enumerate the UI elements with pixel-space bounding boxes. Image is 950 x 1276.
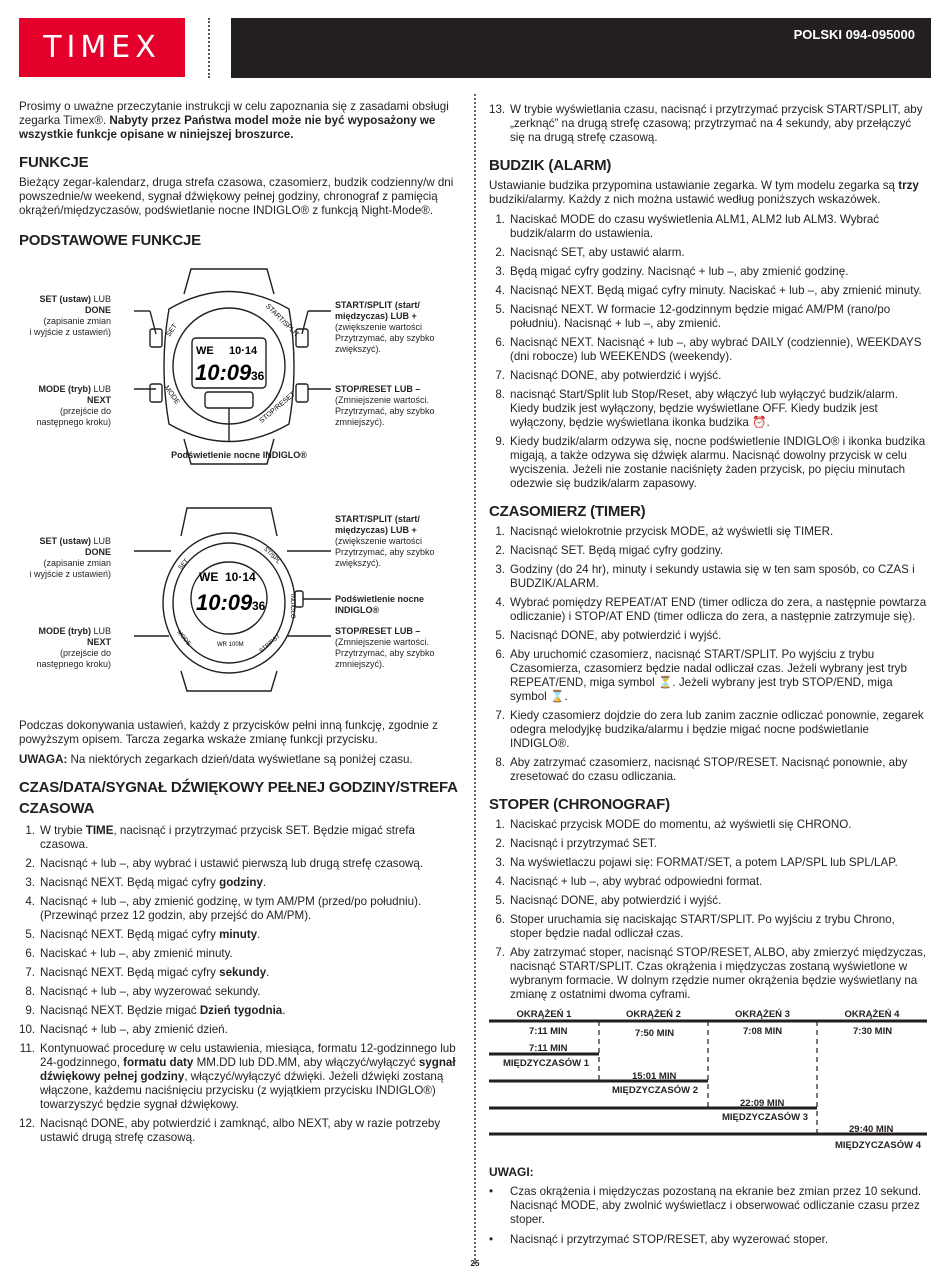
- bezel2-indiglo: INDIGLO: [289, 594, 295, 619]
- bezel-start: START/SPLIT: [264, 302, 300, 339]
- list-item: 4. Nacisnąć + lub –, aby wybrać odpowiedni format.: [495, 875, 763, 888]
- list-item: 3. Godziny (do 24 hr), minuty i sekundy ustawia się w ten sam sposób, co CZAS i BUDZIK/ALARM.: [495, 563, 915, 590]
- intro-paragraph: Prosimy o uważne przeczytanie instrukcji w celu zapoznania się z zasadami obsługi zegarka Timex®. Nabyty przez Państwa model może nie być wyposażony we wszystkie funkcje opisane w niniejszej broszurce.: [19, 100, 449, 141]
- split-3-label: MIĘDZYCZASÓW 3: [722, 1112, 809, 1123]
- column-divider: [474, 94, 476, 1264]
- bezel2-stop: STP/RST: [258, 633, 282, 655]
- list-item: 12. Nacisnąć DONE, aby potwierdzić i zamknąć, albo NEXT, aby w razie potrzeby ustawić drugą strefę czasową.: [19, 1117, 441, 1144]
- label2-indiglo: Podświetlenie nocne INDIGLO®: [335, 594, 425, 615]
- lap-1-label: OKRĄŻEŃ 1: [516, 1009, 572, 1020]
- budzik-list: [489, 213, 929, 491]
- list-item: • Czas okrążenia i międzyczas pozostaną na ekranie bez zmian przez 10 sekund. Nacisnąć MODE, aby zwolnić wyświetlacz i obserwować odliczanie czasu przez stoper.: [489, 1185, 922, 1226]
- bezel-stop: STOP/RESET: [258, 390, 297, 425]
- list-item: 3. Nacisnąć NEXT. Będą migać cyfry godziny.: [25, 876, 267, 889]
- label2-start-split: START/SPLIT (start/ międzyczas) LUB + (zwiększenie wartości Przytrzymać, aby szybko zwiększyć).: [335, 514, 435, 568]
- list-item: 7. Kiedy czasomierz dojdzie do zera lub zanim zacznie odliczać ponownie, zegarek odegra melodyjkę budzika/alarmu i będzie migać nocne podświetlanie INDIGLO®.: [495, 709, 924, 750]
- label2-set-done: SET (ustaw) LUB DONE (zapisanie zmian i wyjście z ustawień): [29, 536, 111, 579]
- label-start-split: START/SPLIT (start/ międzyczas) LUB + (zwiększenie wartości Przytrzymać, aby szybko zwiększyć).: [335, 300, 435, 354]
- bezel2-start: ST/SPL: [262, 546, 282, 566]
- list-item: 5. Nacisnąć DONE, aby potwierdzić i wyjść.: [495, 894, 722, 907]
- list-item: 2. Nacisnąć SET, aby ustawić alarm.: [495, 246, 685, 259]
- lap-split-diagram: [489, 1008, 929, 1138]
- list-item: 7. Nacisnąć NEXT. Będą migać cyfry sekundy.: [25, 966, 270, 979]
- list-item: 7. Aby zatrzymać stoper, nacisnąć STOP/RESET, ALBO, aby zmierzyć międzyczas, nacisnąć START/SPLIT. Czas okrążenia i międzyczas zostaną wyświetlone w wybranym formacie. W dolnym rzędzie numer okrążenia będzie wyświetlany na zmianę z ostatnimi dwoma cyframi.: [495, 946, 927, 1001]
- lap-2-label: OKRĄŻEŃ 2: [626, 1009, 681, 1020]
- list-item: 4. Nacisnąć + lub –, aby zmienić godzinę, w tym AM/PM (przed/po południu). (Przewinąć przez 12 godzin, aby przejść do AM/PM).: [25, 895, 422, 922]
- list-item: 6. Nacisnąć NEXT. Nacisnąć + lub –, aby wybrać DAILY (codziennie), WEEKDAYS (dni robocze) lub WEEKENDS (weekendy).: [495, 336, 922, 363]
- label2-stop-reset: STOP/RESET LUB – (Zmniejszenie wartości. Przytrzymać, aby szybko zmniejszyć).: [335, 626, 435, 669]
- stop-timer-icon: ⌛: [549, 690, 565, 703]
- list-item: 1. Nacisnąć wielokrotnie przycisk MODE, aż wyświetli się TIMER.: [495, 525, 834, 538]
- list-item: 5. Nacisnąć NEXT. Będą migać cyfry minuty.: [25, 928, 261, 941]
- left-column: [19, 100, 461, 1150]
- list-item: 10. Nacisnąć + lub –, aby zmienić dzień.: [19, 1023, 228, 1036]
- uwaga-note: UWAGA: Na niektórych zegarkach dzień/data wyświetlane są poniżej czasu.: [19, 753, 413, 766]
- label-stop-reset: STOP/RESET LUB – (Zmniejszenie wartości. Przytrzymać, aby szybko zmniejszyć).: [335, 384, 435, 427]
- list-item: 7. Nacisnąć DONE, aby potwierdzić i wyjść.: [495, 369, 722, 382]
- page-number: 25: [470, 1259, 480, 1268]
- list-item: 8. Nacisnąć + lub –, aby wyzerować sekundy.: [25, 985, 261, 998]
- list-item: 9. Kiedy budzik/alarm odzywa się, nocne podświetlenie INDIGLO® i ikonka budzika migają, a także odzywa się dźwięk alarmu. Nacisnąć dowolny przycisk w celu wyciszenia. Jeżeli nie zostanie naciśnięty żaden przycisk, po pięciu minutach odezwie się budzik/alarm zapasowy.: [495, 435, 926, 490]
- uwagi-heading: UWAGI:: [489, 1165, 534, 1179]
- lcd2-day: WE: [199, 570, 219, 584]
- list-item: 2. Nacisnąć + lub –, aby wybrać i ustawić pierwszą lub drugą strefę czasową.: [25, 857, 424, 870]
- lap-4-time: 7:30 MIN: [853, 1026, 893, 1037]
- split-2-time: 15:01 MIN: [632, 1071, 677, 1082]
- list-item: 5. Nacisnąć DONE, aby potwierdzić i wyjść.: [495, 629, 722, 642]
- timex-logo: TIMEX: [19, 18, 185, 77]
- lcd2-wr: WR 100M: [217, 642, 244, 648]
- label-mode-next: MODE (tryb) LUB NEXT (przejście do następnego kroku): [36, 384, 111, 427]
- bezel2-set: SET: [177, 558, 190, 572]
- header-divider: [208, 18, 210, 78]
- list-item: 5. Nacisnąć NEXT. W formacie 12-godzinnym będzie migać AM/PM (rano/po południu). Nacisnąć + lub –, aby zmienić.: [495, 303, 891, 330]
- alarm-clock-icon: ⏰.: [748, 416, 770, 429]
- uwagi-list: [489, 1185, 929, 1247]
- split-2-label: MIĘDZYCZASÓW 2: [612, 1085, 699, 1096]
- stoper-list: [489, 818, 929, 1002]
- list-item: 3. Na wyświetlaczu pojawi się: FORMAT/SET, a potem LAP/SPL lub SPL/LAP.: [495, 856, 898, 869]
- bezel2-mode: MODE: [175, 629, 192, 648]
- split-1-label: MIĘDZYCZASÓW 1: [503, 1058, 590, 1069]
- lcd-time: 10:09: [195, 360, 252, 385]
- list-item: 3. Będą migać cyfry godziny. Nacisnąć + lub –, aby zmienić godzinę.: [495, 265, 849, 278]
- lcd2-seconds: 36: [252, 599, 266, 613]
- lap-3-time: 7:08 MIN: [743, 1026, 783, 1037]
- bezel-set: SET: [165, 322, 179, 339]
- split-3-time: 22:09 MIN: [740, 1098, 785, 1109]
- stoper-heading: STOPER (CHRONOGRAF): [489, 796, 670, 813]
- list-item: 1. W trybie TIME, nacisnąć i przytrzymać przycisk SET. Będzie migać strefa czasowa.: [25, 824, 415, 851]
- budzik-intro: Ustawianie budzika przypomina ustawianie zegarka. W tym modelu zegarka są trzy budziki/alarmy. Każdy z nich można ustawić według poniższych wskazówek.: [489, 179, 919, 206]
- lcd2-date: 10·14: [225, 570, 256, 584]
- list-item: 4. Wybrać pomiędzy REPEAT/AT END (timer odlicza do zera, a następnie powtarza odliczanie) i STOP/AT END (timer odlicza do zera, a następnie zatrzymuje się).: [495, 596, 927, 623]
- czas-list-tail: [19, 1042, 461, 1145]
- timer-heading: CZASOMIERZ (TIMER): [489, 503, 646, 520]
- lcd-date: 10·14: [229, 345, 258, 357]
- budzik-heading: BUDZIK (ALARM): [489, 157, 612, 174]
- bezel-mode: MODE: [162, 384, 181, 406]
- lap-1-time: 7:11 MIN: [529, 1026, 568, 1037]
- lap-3-label: OKRĄŻEŃ 3: [735, 1009, 790, 1020]
- watch-diagram-1: [19, 254, 461, 484]
- czas-list: [19, 824, 461, 1037]
- list-item: 8. Aby zatrzymać czasomierz, nacisnąć STOP/RESET. Nacisnąć ponownie, aby zresetować do czasu odliczania.: [495, 756, 908, 783]
- timer-list: [489, 525, 929, 784]
- list-item: 6. Aby uruchomić czasomierz, nacisnąć START/SPLIT. Po wyjściu z trybu Czasomierza, czasomierz będzie nadal odliczał czas. Jeżeli wybrany jest tryb REPEAT/END, miga symbol ⏳. Jeżeli wybrany jest tryb STOP/END, miga symbol ⌛.: [495, 648, 907, 703]
- lcd2-time: 10:09: [196, 590, 253, 615]
- watch-diagram-2: [19, 506, 461, 711]
- right-column: [489, 103, 929, 1253]
- list-item: 6. Naciskać + lub –, aby zmienić minuty.: [25, 947, 233, 960]
- list-item: 11. Kontynuować procedurę w celu ustawienia, miesiąca, formatu 12-godzinnego lub 24-godzinnego, formatu daty MM.DD lub DD.MM, aby włączyć/wyłączyć sygnał dźwiękowy pełnej godziny, włączyć/wyłączyć dźwięki. Jeżeli dźwięki zostaną włączone, każdemu naciśnięciu przycisku (z wyjątkiem przycisku INDIGLO®) towarzyszyć będzie sygnał dźwiękowy.: [19, 1042, 456, 1111]
- list-item: • Nacisnąć i przytrzymać STOP/RESET, aby wyzerować stoper.: [489, 1233, 829, 1246]
- czas-item-13: [489, 103, 929, 145]
- lap-2-time: 7:50 MIN: [635, 1028, 675, 1039]
- czas-heading: CZAS/DATA/SYGNAŁ DŹWIĘKOWY PEŁNEJ GODZINY/STREFA CZASOWA: [19, 779, 458, 817]
- split-4-time: 29:40 MIN: [849, 1124, 894, 1135]
- funkcje-heading: FUNKCJE: [19, 154, 89, 171]
- split-1-time: 7:11 MIN: [529, 1043, 568, 1054]
- list-item: 8. nacisnąć Start/Split lub Stop/Reset, aby włączyć lub wyłączyć budzik/alarm. Kiedy budzik jest wyłączony, będzie wyświetlane OFF. Kiedy budzik jest wyłączony, będzie wyświetlana ikonka budzika ⏰.: [495, 388, 898, 429]
- after-watch-text: Podczas dokonywania ustawień, każdy z przycisków pełni inną funkcję, zgodnie z powyższym opisem. Tarcza zegarka wskaże zmianę funkcji przycisku.: [19, 719, 438, 746]
- page-title: POLSKI 094-095000: [793, 27, 915, 42]
- label-set-done: SET (ustaw) LUB DONE (zapisanie zmian i wyjście z ustawień): [29, 294, 111, 337]
- funkcje-text: Bieżący zegar-kalendarz, druga strefa czasowa, czasomierz, budzik codzienny/w dni powszednie/w weekend, sygnał dźwiękowy pełnej godziny, chronograf z pamięcią okrążeń/międzyczasów, podświetlanie nocne INDIGLO® z funkcją Night-Mode®.: [19, 176, 454, 217]
- list-item: 9. Nacisnąć NEXT. Będzie migać Dzień tygodnia.: [25, 1004, 286, 1017]
- list-item: 13. W trybie wyświetlania czasu, nacisnąć i przytrzymać przycisk START/SPLIT, aby „zerknąć” na drugą strefę czasową; przytrzymać na 4 sekundy, aby przełączyć się na drugą strefę czasową.: [489, 103, 923, 144]
- podstawowe-heading: PODSTAWOWE FUNKCJE: [19, 232, 201, 249]
- lap-4-label: OKRĄŻEŃ 4: [844, 1009, 900, 1020]
- list-item: 1. Naciskać MODE do czasu wyświetlenia ALM1, ALM2 lub ALM3. Wybrać budzik/alarm do ustawienia.: [495, 213, 880, 240]
- lcd-day: WE: [196, 345, 214, 357]
- list-item: 2. Nacisnąć SET. Będą migać cyfry godziny.: [495, 544, 724, 557]
- list-item: 6. Stoper uruchamia się naciskając START/SPLIT. Po wyjściu z trybu Chrono, stoper będzie nadal odliczał czas.: [495, 913, 895, 940]
- header-bar: [231, 18, 931, 78]
- split-4-label: MIĘDZYCZASÓW 4: [834, 1140, 921, 1151]
- list-item: 1. Naciskać przycisk MODE do momentu, aż wyświetli się CHRONO.: [495, 818, 852, 831]
- list-item: 2. Nacisnąć i przytrzymać SET.: [495, 837, 657, 850]
- repeat-timer-icon: ⏳: [657, 676, 673, 689]
- lcd-seconds: 36: [251, 369, 265, 383]
- label-indiglo: Podświetlenie nocne INDIGLO®: [171, 450, 307, 460]
- label2-mode-next: MODE (tryb) LUB NEXT (przejście do następnego kroku): [36, 626, 111, 669]
- list-item: 4. Nacisnąć NEXT. Będą migać cyfry minuty. Naciskać + lub –, aby zmienić minuty.: [495, 284, 922, 297]
